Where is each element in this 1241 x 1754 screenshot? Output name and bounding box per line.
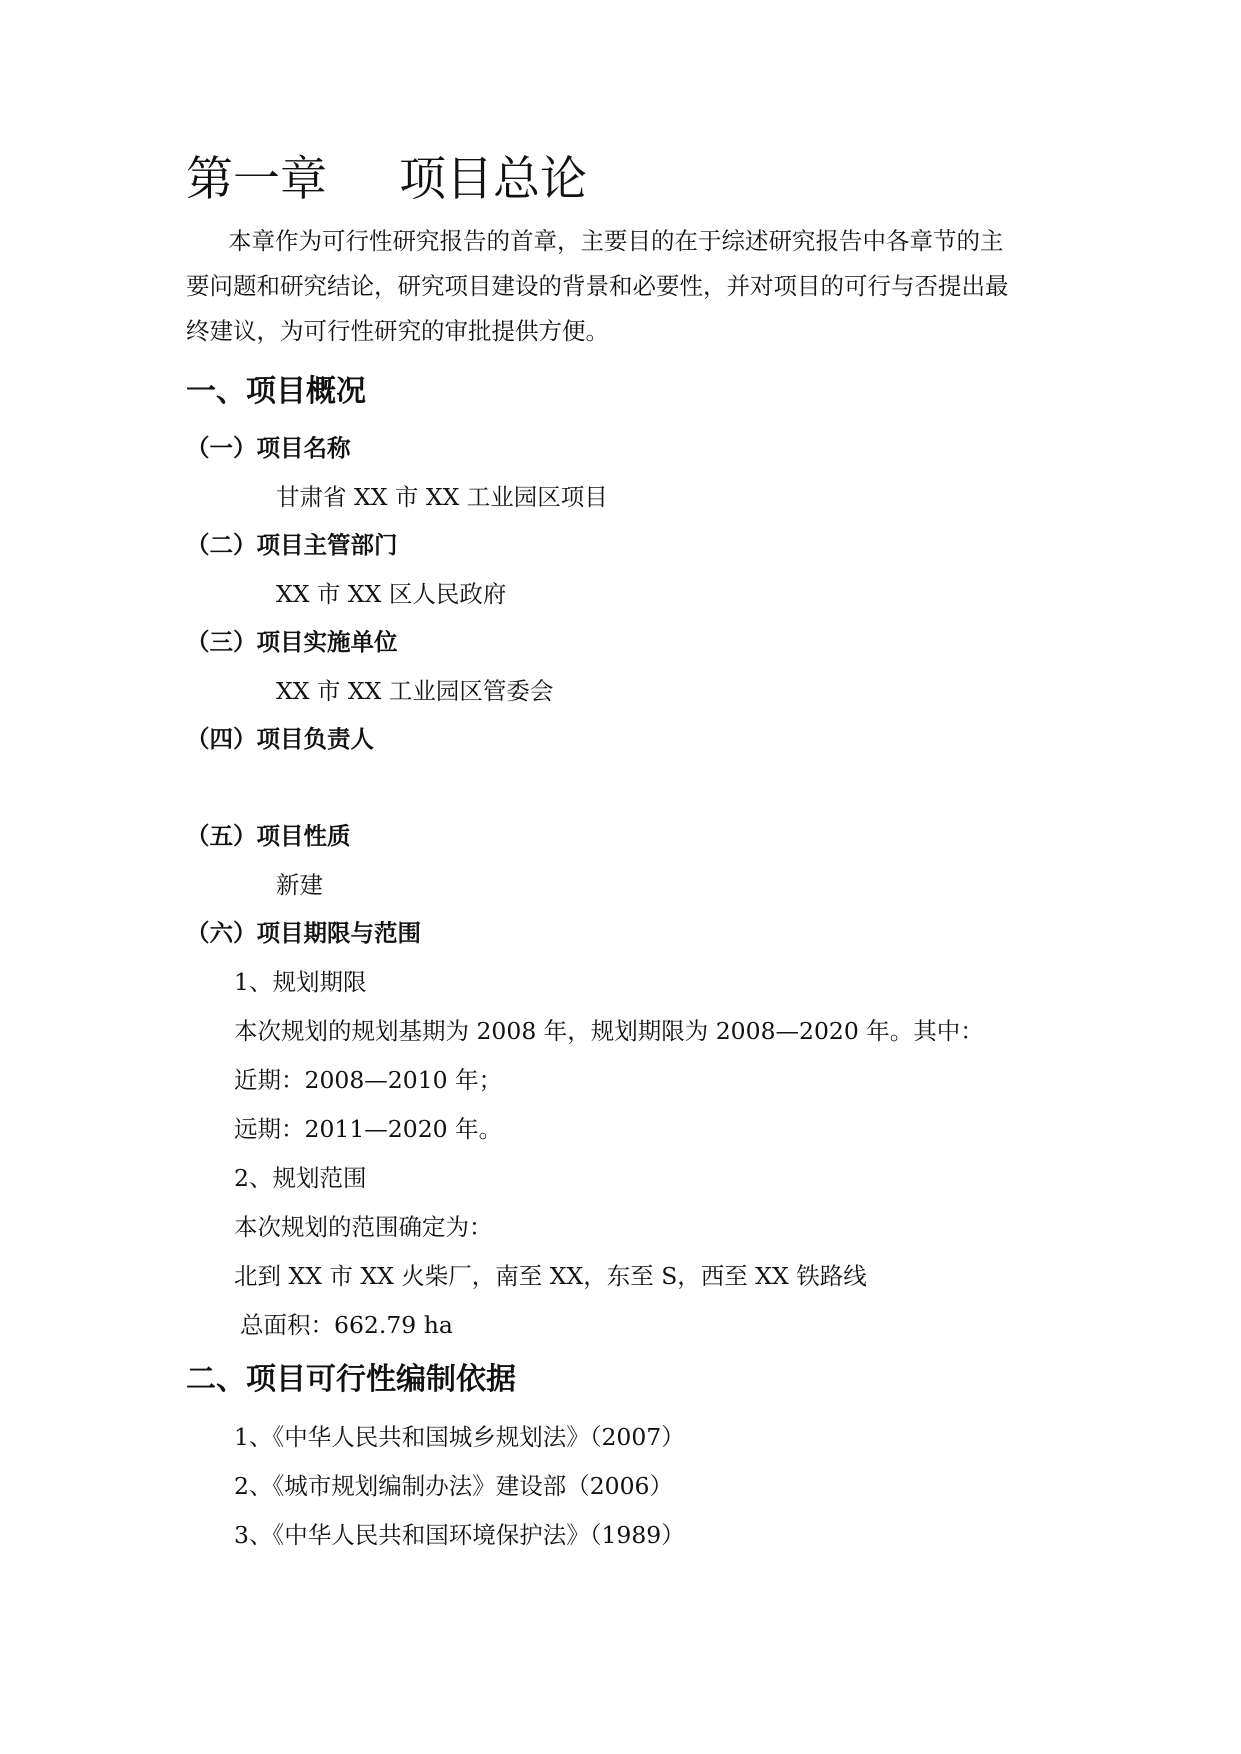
authority-value: XX 市 XX 区人民政府 xyxy=(276,580,507,608)
planning-scope-label: 2、规划范围 xyxy=(234,1164,367,1192)
nature-value: 新建 xyxy=(276,871,323,899)
planning-base-text: 本次规划的规划基期为 2008 年，规划期限为 2008—2020 年。其中： xyxy=(234,1017,984,1045)
implementer-value: XX 市 XX 工业园区管委会 xyxy=(276,677,554,705)
total-area-text: 总面积：662.79 ha xyxy=(240,1311,453,1339)
heading-project-name: （一）项目名称 xyxy=(186,434,351,462)
long-term-text: 远期：2011—2020 年。 xyxy=(234,1115,503,1143)
heading-leader: （四）项目负责人 xyxy=(186,725,374,753)
scope-text: 北到 XX 市 XX 火柴厂，南至 XX，东至 S，西至 XX 铁路线 xyxy=(234,1262,867,1290)
chapter-name: 项目总论 xyxy=(399,152,587,207)
basis-item-3: 3、《中华人民共和国环境保护法》（1989） xyxy=(234,1521,685,1549)
section-1-title: 一、项目概况 xyxy=(186,374,366,409)
basis-item-1: 1、《中华人民共和国城乡规划法》（2007） xyxy=(234,1423,685,1451)
heading-period-scope: （六）项目期限与范围 xyxy=(186,919,421,947)
intro-line-3: 终建议，为可行性研究的审批提供方便。 xyxy=(186,317,609,345)
chapter-title xyxy=(186,152,587,208)
heading-nature: （五）项目性质 xyxy=(186,822,351,850)
project-name-value: 甘肃省 XX 市 XX 工业园区项目 xyxy=(276,483,608,511)
section-2-title: 二、项目可行性编制依据 xyxy=(186,1362,516,1397)
scope-intro-text: 本次规划的范围确定为： xyxy=(234,1213,493,1241)
intro-line-2: 要问题和研究结论，研究项目建设的背景和必要性，并对项目的可行与否提出最 xyxy=(186,272,1009,300)
chapter-number: 第一章 xyxy=(186,152,327,207)
heading-implementer: （三）项目实施单位 xyxy=(186,628,398,656)
heading-authority: （二）项目主管部门 xyxy=(186,531,398,559)
basis-item-2: 2、《城市规划编制办法》建设部（2006） xyxy=(234,1472,674,1500)
planning-period-label: 1、规划期限 xyxy=(234,968,367,996)
near-term-text: 近期：2008—2010 年； xyxy=(234,1066,503,1094)
intro-line-1: 本章作为可行性研究报告的首章，主要目的在于综述研究报告中各章节的主 xyxy=(228,227,1004,255)
